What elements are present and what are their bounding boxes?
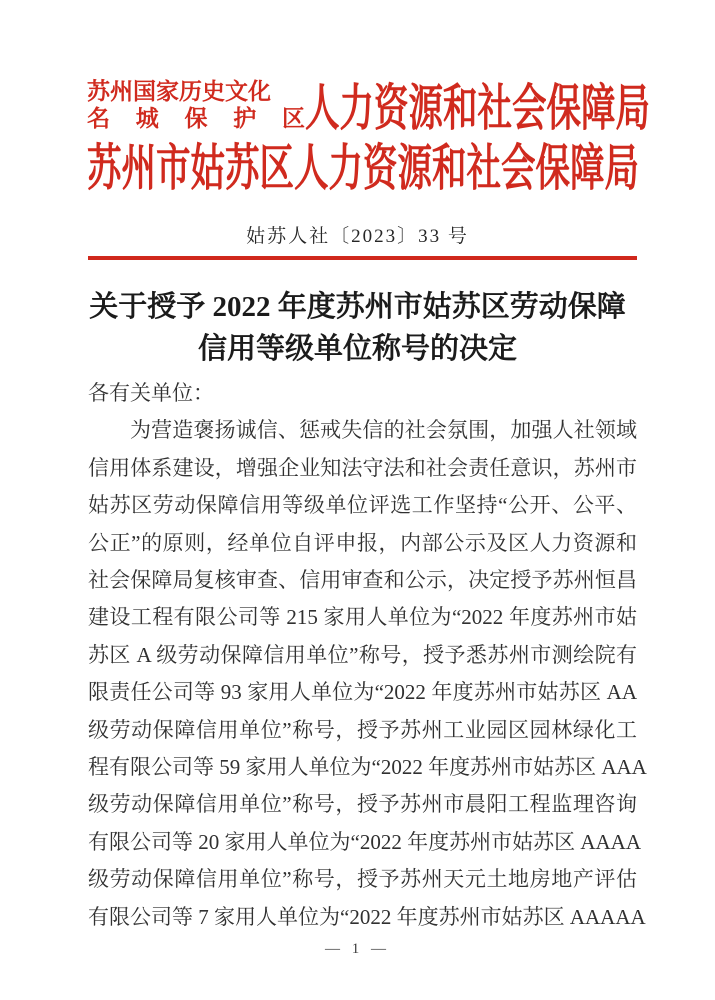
body-line: 有限公司等 20 家用人单位为“2022 年度苏州市姑苏区 AAAA (88, 829, 641, 854)
body-line: 程有限公司等 59 家用人单位为“2022 年度苏州市姑苏区 AAA (88, 755, 647, 780)
body-line: 苏区 A 级劳动保障信用单位”称号，授予悉苏州市测绘院有 (88, 642, 637, 667)
letterhead-small-line1: 苏州国家历史文化 (87, 79, 271, 104)
letterhead-small-line2: 名城保护区 (87, 106, 305, 131)
body-line: 社会保障局复核审查、信用审查和公示，决定授予苏州恒昌 (88, 568, 637, 593)
document-title (0, 286, 715, 370)
body-lines (88, 412, 647, 936)
document-number: 姑苏人社〔2023〕33 号 (246, 226, 469, 247)
letterhead-district-name (87, 78, 305, 135)
body-line: 级劳动保障信用单位”称号，授予苏州天元土地房地产评估 (88, 867, 637, 892)
body-line: 级劳动保障信用单位”称号，授予苏州工业园区园林绿化工 (88, 717, 637, 742)
body-line: 有限公司等 7 家用人单位为“2022 年度苏州市姑苏区 AAAAA (88, 904, 646, 929)
letterhead-row-1 (87, 78, 650, 136)
letterhead-row-2 (87, 141, 647, 195)
page-number: — 1 — (325, 941, 390, 957)
letterhead-bureau-name: 人力资源和社会保障局 (305, 80, 650, 136)
body-line: 级劳动保障信用单位”称号，授予苏州市晨阳工程监理咨询 (88, 792, 637, 817)
letterhead (87, 78, 650, 196)
body-line: 建设工程有限公司等 215 家用人单位为“2022 年度苏州市姑 (88, 605, 637, 630)
body-line: 公正”的原则，经单位自评申报，内部公示及区人力资源和 (88, 530, 637, 555)
document-title-line2: 信用等级单位称号的决定 (197, 333, 517, 365)
red-separator-line (88, 256, 637, 260)
document-body (88, 375, 647, 936)
document-title-line1: 关于授予 2022 年度苏州市姑苏区劳动保障 (89, 291, 626, 323)
letterhead-full-bureau-name: 苏州市姑苏区人力资源和社会保障局 (87, 140, 639, 196)
body-line: 姑苏区劳动保障信用等级单位评选工作坚持“公开、公平、 (88, 493, 637, 518)
body-line: 限责任公司等 93 家用人单位为“2022 年度苏州市姑苏区 AA (88, 680, 637, 705)
body-line: 信用体系建设，增强企业知法守法和社会责任意识，苏州市 (88, 455, 637, 480)
body-line: 为营造褒扬诚信、惩戒失信的社会氛围，加强人社领域 (130, 418, 637, 443)
salutation: 各有关单位： (88, 381, 214, 405)
